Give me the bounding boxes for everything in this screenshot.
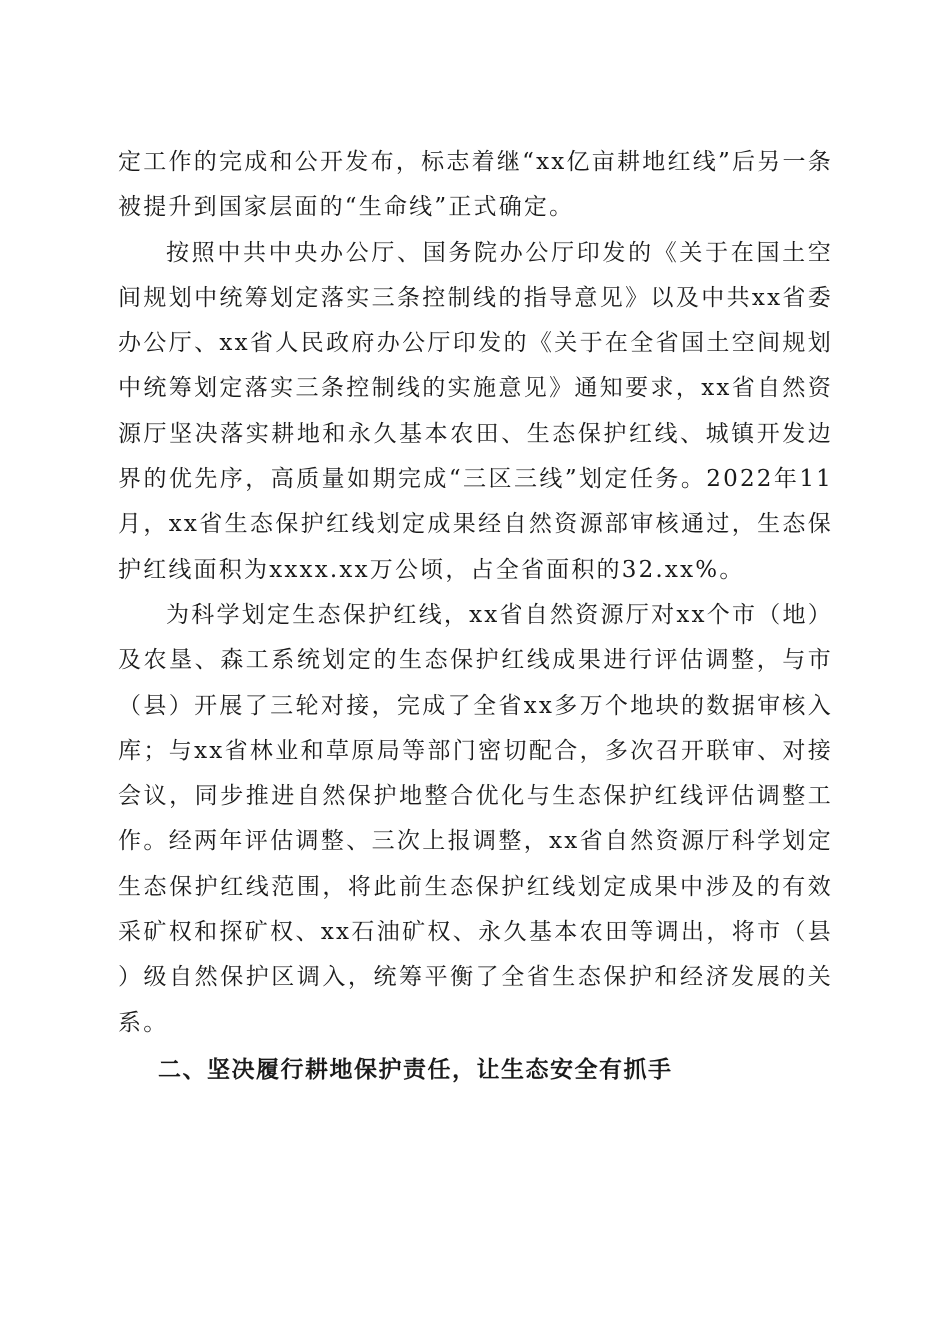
paragraph-continuation: 定工作的完成和公开发布，标志着继“xx亿亩耕地红线”后另一条被提升到国家层面的“生命线”正式确定。 [118, 149, 833, 221]
paragraph-policy-implementation: 按照中共中央办公厅、国务院办公厅印发的《关于在国土空间规划中统筹划定落实三条控制线的指导意见》以及中共xx省委办公厅、xx省人民政府办公厅印发的《关于在全省国土空间规划中统筹划定落实三条控制线的实施意见》通知要求，xx省自然资源厅坚决落实耕地和永久基本农田、生态保护红线、城镇开发边界的优先序，高质量如期完成“三区三线”划定任务。2022年11月，xx省生态保护红线划定成果经自然资源部审核通过，生态保护红线面积为xxxx.xx万公顷，占全省面积的32.xx%。 [118, 239, 833, 583]
paragraph-red-line-delineation: 为科学划定生态保护红线，xx省自然资源厅对xx个市（地）及农垦、森工系统划定的生态保护红线成果进行评估调整，与市（县）开展了三轮对接，完成了全省xx多万个地块的数据审核入库；与xx省林业和草原局等部门密切配合，多次召开联审、对接会议，同步推进自然保护地整合优化与生态保护红线评估调整工作。经两年评估调整、三次上报调整，xx省自然资源厅科学划定生态保护红线范围，将此前生态保护红线划定成果中涉及的有效采矿权和探矿权、xx石油矿权、永久基本农田等调出，将市（县）级自然保护区调入，统筹平衡了全省生态保护和经济发展的关系。 [118, 601, 833, 1036]
document-page [118, 140, 833, 1093]
section-heading: 二、坚决履行耕地保护责任，让生态安全有抓手 [158, 1056, 673, 1083]
